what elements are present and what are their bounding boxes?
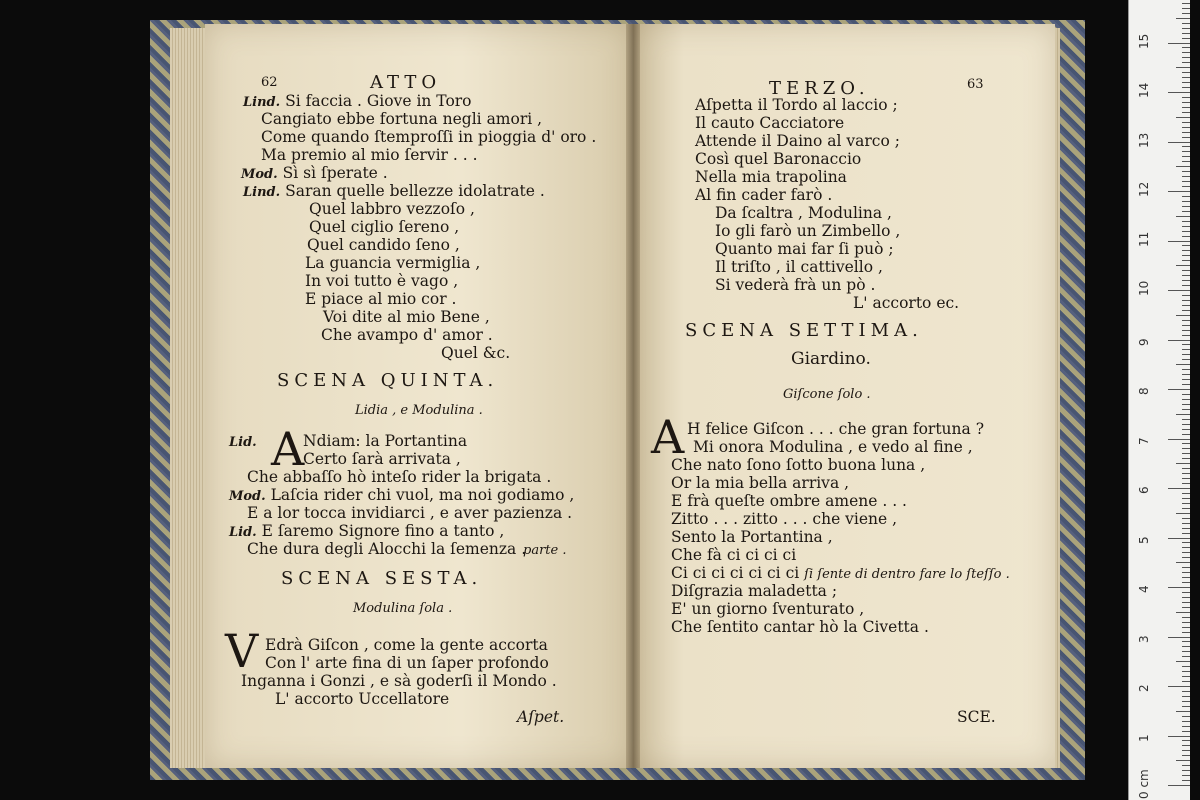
ruler-tick <box>1182 691 1190 692</box>
ruler-tick <box>1168 785 1190 786</box>
ruler-tick <box>1182 473 1190 474</box>
ruler-tick <box>1182 137 1190 138</box>
ruler-tick <box>1182 349 1190 350</box>
ruler-tick <box>1182 780 1190 781</box>
ruler-tick <box>1182 255 1190 256</box>
ruler-tick <box>1182 374 1190 375</box>
verse-line: Che fà ci ci ci ci <box>671 546 797 564</box>
ruler-tick <box>1182 275 1190 276</box>
verse-line: Mod. Laſcia rider chi vuol, ma noi godiamo , <box>229 486 575 504</box>
ruler-tick <box>1168 92 1190 93</box>
ruler-tick <box>1182 493 1190 494</box>
ruler-tick <box>1182 434 1190 435</box>
ruler-label: 11 <box>1137 231 1151 247</box>
scene-place: Giardino. <box>791 349 871 369</box>
ruler-tick <box>1176 67 1190 68</box>
verse-line: L' accorto ec. <box>853 294 960 312</box>
ruler-tick <box>1182 176 1190 177</box>
verse-line: Si vederà frà un pò . <box>715 276 876 294</box>
catchword: Aſpet. <box>517 708 565 726</box>
ruler-tick <box>1182 745 1190 746</box>
ruler-tick <box>1182 597 1190 598</box>
page-edges-left <box>170 28 210 768</box>
ruler-tick <box>1182 82 1190 83</box>
ruler-tick <box>1182 325 1190 326</box>
ruler-tick <box>1182 320 1190 321</box>
verse-line: Inganna i Gonzi , e sà goderſi il Mondo . <box>241 672 557 690</box>
ruler-tick <box>1176 18 1190 19</box>
verse-line: Da ſcaltra , Modulina , <box>715 204 892 222</box>
verse-line: Ndiam: la Portantina <box>303 432 468 450</box>
ruler-tick <box>1182 57 1190 58</box>
ruler-tick <box>1182 750 1190 751</box>
ruler-label: 8 <box>1137 387 1151 395</box>
drop-cap: A <box>651 410 685 464</box>
ruler-tick <box>1182 453 1190 454</box>
ruler-tick <box>1182 285 1190 286</box>
ruler-label: 5 <box>1137 535 1151 544</box>
speaker: Mod. <box>241 167 278 182</box>
ruler-tick <box>1182 572 1190 573</box>
verse-line: Voi dite al mio Bene , <box>323 308 490 326</box>
verse-line: Il cauto Cacciatore <box>695 114 845 132</box>
ruler-tick <box>1182 245 1190 246</box>
ruler-tick <box>1182 592 1190 593</box>
verse-line: Quel candido ſeno , <box>307 236 460 254</box>
ruler-tick <box>1182 429 1190 430</box>
ruler-tick <box>1176 612 1190 613</box>
ruler-tick <box>1182 671 1190 672</box>
ruler-tick <box>1182 552 1190 553</box>
verse-line: E frà queſte ombre amene . . . <box>671 492 907 510</box>
ruler-tick <box>1182 617 1190 618</box>
scene-title: SCENA SESTA. <box>281 568 483 589</box>
ruler-tick <box>1176 216 1190 217</box>
verse-line: Così quel Baronaccio <box>695 150 862 168</box>
ruler-label: 14 <box>1137 82 1151 98</box>
ruler-tick <box>1182 161 1190 162</box>
ruler-tick <box>1168 439 1190 440</box>
verse-line: Certo ſarà arrivata , <box>303 450 461 468</box>
verse-line: Quel &c. <box>441 344 511 362</box>
ruler-tick <box>1182 102 1190 103</box>
ruler-tick <box>1182 384 1190 385</box>
verse-line: Quanto mai far ſi può ; <box>715 240 894 258</box>
ruler-tick <box>1182 542 1190 543</box>
running-head: ATTO <box>370 72 442 93</box>
verse-line: Io gli farò un Zimbello , <box>715 222 901 240</box>
ruler-tick <box>1176 117 1190 118</box>
ruler-tick <box>1182 627 1190 628</box>
catchword: SCE. <box>957 708 996 726</box>
verse-line: Or la mia bella arriva , <box>671 474 850 492</box>
verse-line: Che dura degli Alocchi la ſemenza . <box>247 540 527 558</box>
ruler-tick <box>1176 364 1190 365</box>
ruler-tick <box>1182 186 1190 187</box>
verse-line: In voi tutto è vago , <box>305 272 459 290</box>
verse-line: Zitto . . . zitto . . . che viene , <box>671 510 898 528</box>
left-page <box>205 24 633 768</box>
ruler-tick <box>1182 607 1190 608</box>
ruler-tick <box>1182 483 1190 484</box>
ruler-tick <box>1182 775 1190 776</box>
ruler-tick <box>1182 681 1190 682</box>
ruler-tick <box>1182 132 1190 133</box>
ruler-label: 7 <box>1137 436 1151 445</box>
ruler-tick <box>1182 310 1190 311</box>
drop-cap: V <box>225 624 259 678</box>
verse-line: Al fin cader farò . <box>695 186 833 204</box>
ruler-tick <box>1168 340 1190 341</box>
scene-cast: Lidia , e Modulina . <box>355 403 483 418</box>
ruler-tick <box>1182 424 1190 425</box>
ruler-tick <box>1176 513 1190 514</box>
ruler-label: 3 <box>1137 634 1151 643</box>
speaker: Lind. <box>243 185 281 200</box>
ruler-tick <box>1168 191 1190 192</box>
ruler-tick <box>1182 770 1190 771</box>
stage-direction: ſi ſente di dentro fare lo ſteſſo . <box>804 567 1010 582</box>
ruler-tick <box>1182 676 1190 677</box>
ruler-tick <box>1182 72 1190 73</box>
verse-line: Quel ciglio ſereno , <box>309 218 460 236</box>
ruler-tick <box>1182 270 1190 271</box>
ruler-tick <box>1182 721 1190 722</box>
ruler-tick <box>1168 290 1190 291</box>
ruler-tick <box>1182 602 1190 603</box>
ruler-tick <box>1182 23 1190 24</box>
measuring-ruler <box>1128 0 1190 800</box>
ruler-tick <box>1182 226 1190 227</box>
ruler-tick <box>1168 736 1190 737</box>
ruler-tick <box>1168 686 1190 687</box>
ruler-tick <box>1182 498 1190 499</box>
verse-line: Lid. <box>229 435 257 450</box>
ruler-tick <box>1182 260 1190 261</box>
ruler-tick <box>1182 236 1190 237</box>
ruler-tick <box>1182 409 1190 410</box>
page-number: 63 <box>967 77 984 92</box>
verse-line: Che abbaſſo hò inteſo rider la brigata . <box>247 468 552 486</box>
ruler-label: 1 <box>1137 733 1151 742</box>
ruler-tick <box>1176 414 1190 415</box>
ruler-tick <box>1182 354 1190 355</box>
ruler-tick <box>1176 760 1190 761</box>
ruler-tick <box>1182 344 1190 345</box>
ruler-tick <box>1182 28 1190 29</box>
verse-line: Nella mia trapolina <box>695 168 847 186</box>
ruler-tick <box>1176 463 1190 464</box>
ruler-tick <box>1182 151 1190 152</box>
ruler-tick <box>1168 587 1190 588</box>
ruler-tick <box>1182 646 1190 647</box>
ruler-tick <box>1182 394 1190 395</box>
verse-line: Attende il Daino al varco ; <box>695 132 900 150</box>
ruler-tick <box>1182 641 1190 642</box>
ruler-tick <box>1182 97 1190 98</box>
ruler-tick <box>1182 458 1190 459</box>
ruler-label: 0 cm <box>1137 769 1151 799</box>
running-head: TERZO. <box>769 78 870 99</box>
ruler-tick <box>1182 369 1190 370</box>
ruler-tick <box>1182 528 1190 529</box>
ruler-tick <box>1182 755 1190 756</box>
scene-cast: Giſcone ſolo . <box>783 387 871 402</box>
ruler-tick <box>1182 300 1190 301</box>
ruler-tick <box>1182 77 1190 78</box>
ruler-label: 6 <box>1137 486 1151 494</box>
ruler-tick <box>1182 518 1190 519</box>
ruler-tick <box>1182 181 1190 182</box>
ruler-tick <box>1168 142 1190 143</box>
ruler-label: 15 <box>1137 33 1151 49</box>
ruler-tick <box>1182 201 1190 202</box>
stage-direction: parte . <box>523 543 567 558</box>
ruler-tick <box>1182 231 1190 232</box>
ruler-label: 12 <box>1137 181 1151 197</box>
ruler-tick <box>1182 359 1190 360</box>
verse-line: Mi onora Modulina , e vedo al fine , <box>693 438 973 456</box>
verse-line: Ci ci ci ci ci ci ci ſi ſente di dentro fare lo ſteſſo . <box>671 564 1010 582</box>
verse-line: Sento la Portantina , <box>671 528 833 546</box>
verse-line: Edrà Giſcon , come la gente accorta <box>265 636 548 654</box>
ruler-tick <box>1182 156 1190 157</box>
verse-line: Che avampo d' amor . <box>321 326 493 344</box>
ruler-tick <box>1182 8 1190 9</box>
ruler-tick <box>1182 112 1190 113</box>
ruler-label: 10 <box>1137 280 1151 296</box>
verse-line: E' un giorno ſventurato , <box>671 600 865 618</box>
ruler-tick <box>1182 399 1190 400</box>
ruler-tick <box>1182 468 1190 469</box>
ruler-tick <box>1182 280 1190 281</box>
verse-line: Con l' arte fina di un ſaper profondo <box>265 654 549 672</box>
ruler-tick <box>1182 622 1190 623</box>
book-gutter <box>626 24 640 768</box>
ruler-tick <box>1176 661 1190 662</box>
verse-line: E piace al mio cor . <box>305 290 457 308</box>
ruler-tick <box>1182 651 1190 652</box>
verse-line: Come quando ſtemproſſi in pioggia d' oro . <box>261 128 597 146</box>
ruler-tick <box>1182 62 1190 63</box>
ruler-tick <box>1182 87 1190 88</box>
ruler-label: 9 <box>1137 337 1151 346</box>
ruler-tick <box>1182 765 1190 766</box>
ruler-tick <box>1182 632 1190 633</box>
ruler-tick <box>1182 443 1190 444</box>
ruler-tick <box>1176 711 1190 712</box>
ruler-tick <box>1182 38 1190 39</box>
ruler-tick <box>1182 122 1190 123</box>
ruler-label: 13 <box>1137 132 1151 148</box>
ruler-tick <box>1182 33 1190 34</box>
verse-line: Quel labbro vezzoſo , <box>309 200 475 218</box>
verse-line: Diſgrazia maladetta ; <box>671 582 838 600</box>
ruler-tick <box>1182 127 1190 128</box>
ruler-tick <box>1182 706 1190 707</box>
ruler-tick <box>1182 211 1190 212</box>
ruler-tick <box>1182 419 1190 420</box>
scene-title: SCENA QUINTA. <box>277 370 499 391</box>
ruler-tick <box>1182 52 1190 53</box>
ruler-tick <box>1182 47 1190 48</box>
ruler-tick <box>1182 731 1190 732</box>
ruler-tick <box>1182 582 1190 583</box>
ruler-tick <box>1182 478 1190 479</box>
ruler-tick <box>1182 330 1190 331</box>
ruler-tick <box>1182 13 1190 14</box>
ruler-tick <box>1182 196 1190 197</box>
ruler-tick <box>1182 3 1190 4</box>
ruler-tick <box>1182 523 1190 524</box>
ruler-tick <box>1182 503 1190 504</box>
ruler-tick <box>1168 43 1190 44</box>
verse-line: Il triſto , il cattivello , <box>715 258 883 276</box>
ruler-tick <box>1182 696 1190 697</box>
speaker: Lind. <box>243 95 281 110</box>
verse-line: Lind. Saran quelle bellezze idolatrate . <box>243 182 545 200</box>
verse-line: Lid. E ſaremo Signore fino a tanto , <box>229 522 505 540</box>
ruler-tick <box>1168 389 1190 390</box>
verse-line: Che ſentito cantar hò la Civetta . <box>671 618 929 636</box>
ruler-tick <box>1176 315 1190 316</box>
drop-cap: A <box>271 422 305 476</box>
ruler-tick <box>1182 335 1190 336</box>
scene-cast: Modulina ſola . <box>353 601 453 616</box>
ruler-tick <box>1176 265 1190 266</box>
ruler-tick <box>1182 701 1190 702</box>
ruler-tick <box>1182 666 1190 667</box>
ruler-tick <box>1182 448 1190 449</box>
verse-line: Mod. Sì sì ſperate . <box>241 164 388 182</box>
ruler-tick <box>1182 533 1190 534</box>
verse-line: Cangiato ebbe fortuna negli amori , <box>261 110 543 128</box>
ruler-tick <box>1168 538 1190 539</box>
ruler-tick <box>1182 250 1190 251</box>
ruler-label: 4 <box>1137 585 1151 593</box>
ruler-tick <box>1168 241 1190 242</box>
ruler-tick <box>1182 305 1190 306</box>
ruler-label: 2 <box>1137 684 1151 692</box>
verse-line: Che nato ſono ſotto buona luna , <box>671 456 926 474</box>
ruler-tick <box>1176 166 1190 167</box>
ruler-tick <box>1182 726 1190 727</box>
verse-line: H felice Giſcon . . . che gran fortuna ? <box>687 420 985 438</box>
ruler-tick <box>1182 716 1190 717</box>
ruler-tick <box>1182 146 1190 147</box>
ruler-tick <box>1182 206 1190 207</box>
verse-line: Ma premio al mio ſervir . . . <box>261 146 478 164</box>
ruler-tick <box>1182 171 1190 172</box>
ruler-tick <box>1182 404 1190 405</box>
ruler-tick <box>1182 557 1190 558</box>
right-page <box>633 24 1055 768</box>
ruler-tick <box>1168 488 1190 489</box>
verse-line: La guancia vermiglia , <box>305 254 481 272</box>
ruler-tick <box>1182 107 1190 108</box>
page-number: 62 <box>261 75 278 90</box>
verse-line: E a lor tocca invidiarci , e aver pazienza . <box>247 504 573 522</box>
ruler-tick <box>1182 295 1190 296</box>
verse-line: Aſpetta il Tordo al laccio ; <box>695 96 898 114</box>
ruler-tick <box>1182 379 1190 380</box>
ruler-tick <box>1182 221 1190 222</box>
verse-line: L' accorto Uccellatore <box>275 690 450 708</box>
ruler-tick <box>1182 567 1190 568</box>
ruler-tick <box>1168 637 1190 638</box>
scene-title: SCENA SETTIMA. <box>685 320 923 341</box>
ruler-tick <box>1182 656 1190 657</box>
ruler-tick <box>1176 562 1190 563</box>
verse-line: Lind. Si faccia . Giove in Toro <box>243 92 472 110</box>
ruler-tick <box>1182 740 1190 741</box>
ruler-tick <box>1182 577 1190 578</box>
ruler-tick <box>1182 547 1190 548</box>
ruler-tick <box>1182 508 1190 509</box>
